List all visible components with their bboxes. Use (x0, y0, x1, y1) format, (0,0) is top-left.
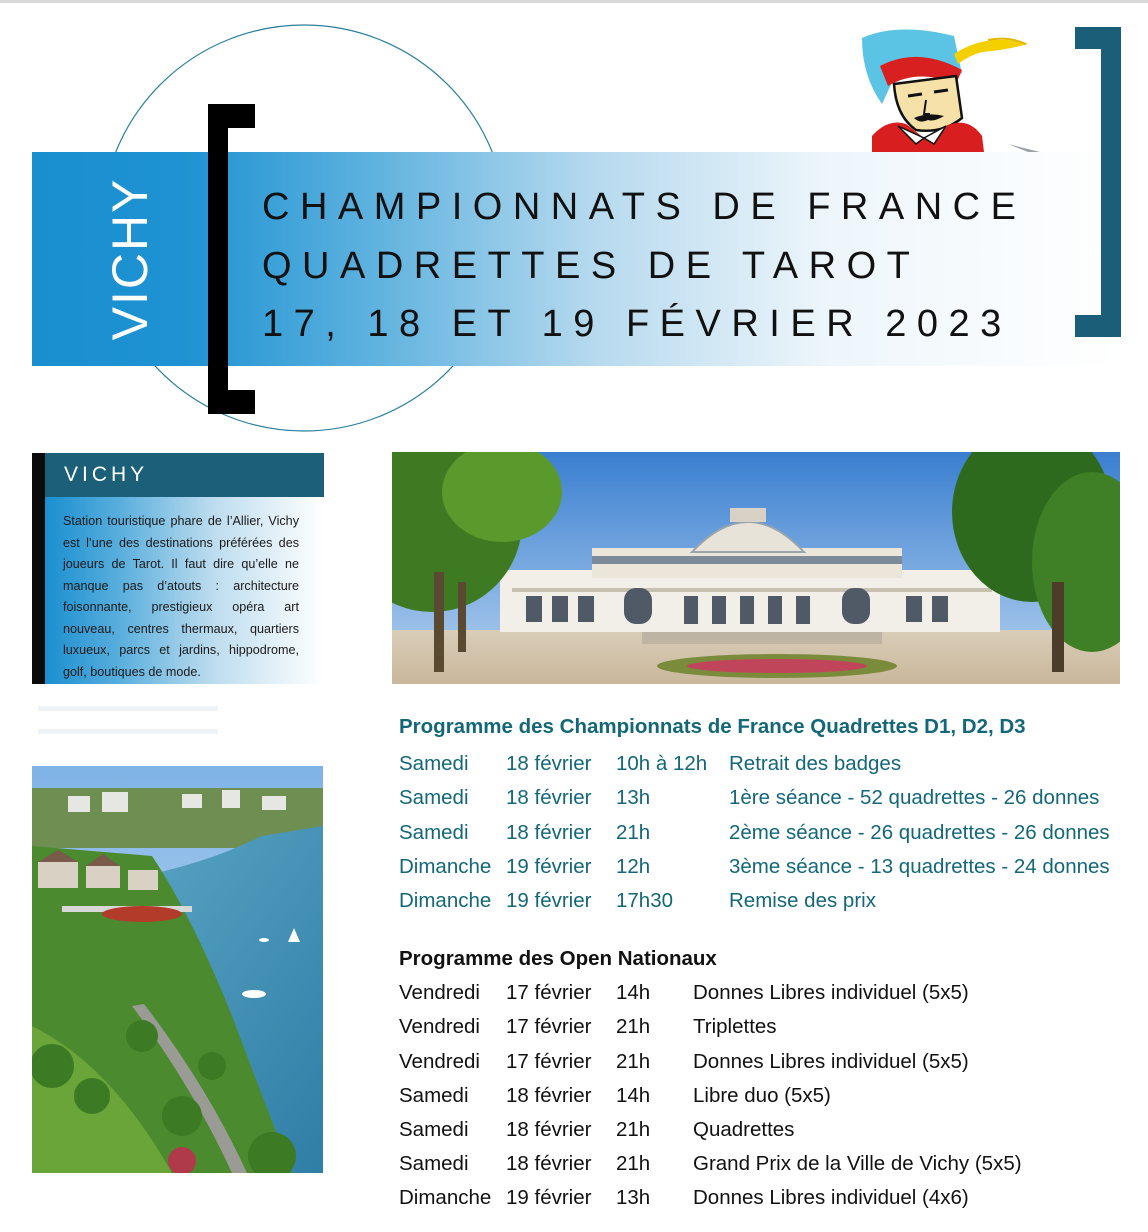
headline-line-1: CHAMPIONNATS DE FRANCE (262, 186, 1027, 228)
row-time: 21h (616, 1015, 651, 1038)
row-day: Vendredi (399, 981, 480, 1004)
row-time: 12h (616, 855, 651, 878)
row-date: 18 février (506, 1084, 592, 1107)
row-time: 21h (616, 1118, 651, 1141)
row-description: 1ère séance - 52 quadrettes - 26 donnes (729, 786, 1100, 809)
row-day: Samedi (399, 1118, 469, 1141)
row-day: Samedi (399, 1084, 469, 1107)
river-photo (32, 766, 323, 1173)
opera-photo (392, 452, 1120, 684)
faint-decoration (38, 706, 238, 746)
row-description: Grand Prix de la Ville de Vichy (5x5) (693, 1152, 1022, 1175)
row-description: Quadrettes (693, 1118, 795, 1141)
vichy-vertical-label: VICHY (102, 177, 158, 341)
row-description: Donnes Libres individuel (5x5) (693, 1050, 969, 1073)
headline-line-3: 17, 18 ET 19 FÉVRIER 2023 (262, 303, 1012, 345)
row-description: 3ème séance - 13 quadrettes - 24 donnes (729, 855, 1110, 878)
row-description: Retrait des badges (729, 752, 902, 775)
row-time: 13h (616, 1186, 651, 1209)
row-time: 21h (616, 1152, 651, 1175)
row-date: 17 février (506, 1050, 592, 1073)
row-time: 21h (616, 821, 651, 844)
info-box-stripe (32, 453, 45, 684)
row-time: 14h (616, 1084, 651, 1107)
info-box-body (45, 497, 324, 684)
row-description: Remise des prix (729, 889, 876, 912)
row-date: 18 février (506, 786, 592, 809)
row-day: Samedi (399, 1152, 469, 1175)
row-day: Samedi (399, 821, 469, 844)
left-bracket (208, 104, 255, 414)
row-date: 19 février (506, 889, 592, 912)
row-date: 19 février (506, 855, 592, 878)
info-box-title: VICHY (45, 453, 324, 497)
row-date: 18 février (506, 1152, 592, 1175)
programme-open-title: Programme des Open Nationaux (399, 947, 717, 970)
row-date: 19 février (506, 1186, 592, 1209)
programme-championnats-title: Programme des Championnats de France Quadrettes D1, D2, D3 (399, 715, 1026, 738)
row-day: Samedi (399, 786, 469, 809)
row-day: Dimanche (399, 889, 492, 912)
row-day: Samedi (399, 752, 469, 775)
top-divider (0, 0, 1148, 3)
musketeer-mascot-icon (858, 26, 1048, 152)
row-time: 10h à 12h (616, 752, 708, 775)
row-date: 18 février (506, 1118, 592, 1141)
vichy-info-box (32, 453, 324, 684)
row-description: Donnes Libres individuel (5x5) (693, 981, 969, 1004)
row-time: 17h30 (616, 889, 674, 912)
row-day: Vendredi (399, 1050, 480, 1073)
row-description: 2ème séance - 26 quadrettes - 26 donnes (729, 821, 1110, 844)
row-time: 21h (616, 1050, 651, 1073)
info-box-text: Station touristique phare de l’Allier, Vichy est l’une des destinations préférées des joueurs de Tarot. Il faut dire qu’elle ne manque pas d’atouts : architecture foisonnante, prestigieux opéra art nouveau, centres thermaux, quartiers luxueux, parcs et jardins, hippodrome, golf, boutiques de mode. (63, 514, 299, 679)
row-description: Donnes Libres individuel (4x6) (693, 1186, 969, 1209)
row-date: 18 février (506, 752, 592, 775)
row-date: 17 février (506, 981, 592, 1004)
headline-line-2: QUADRETTES DE TAROT (262, 245, 921, 287)
row-day: Dimanche (399, 1186, 492, 1209)
row-time: 13h (616, 786, 651, 809)
row-time: 14h (616, 981, 651, 1004)
row-date: 18 février (506, 821, 592, 844)
row-day: Vendredi (399, 1015, 480, 1038)
row-description: Triplettes (693, 1015, 777, 1038)
row-description: Libre duo (5x5) (693, 1084, 831, 1107)
row-date: 17 février (506, 1015, 592, 1038)
right-bracket (1075, 27, 1121, 337)
row-day: Dimanche (399, 855, 492, 878)
